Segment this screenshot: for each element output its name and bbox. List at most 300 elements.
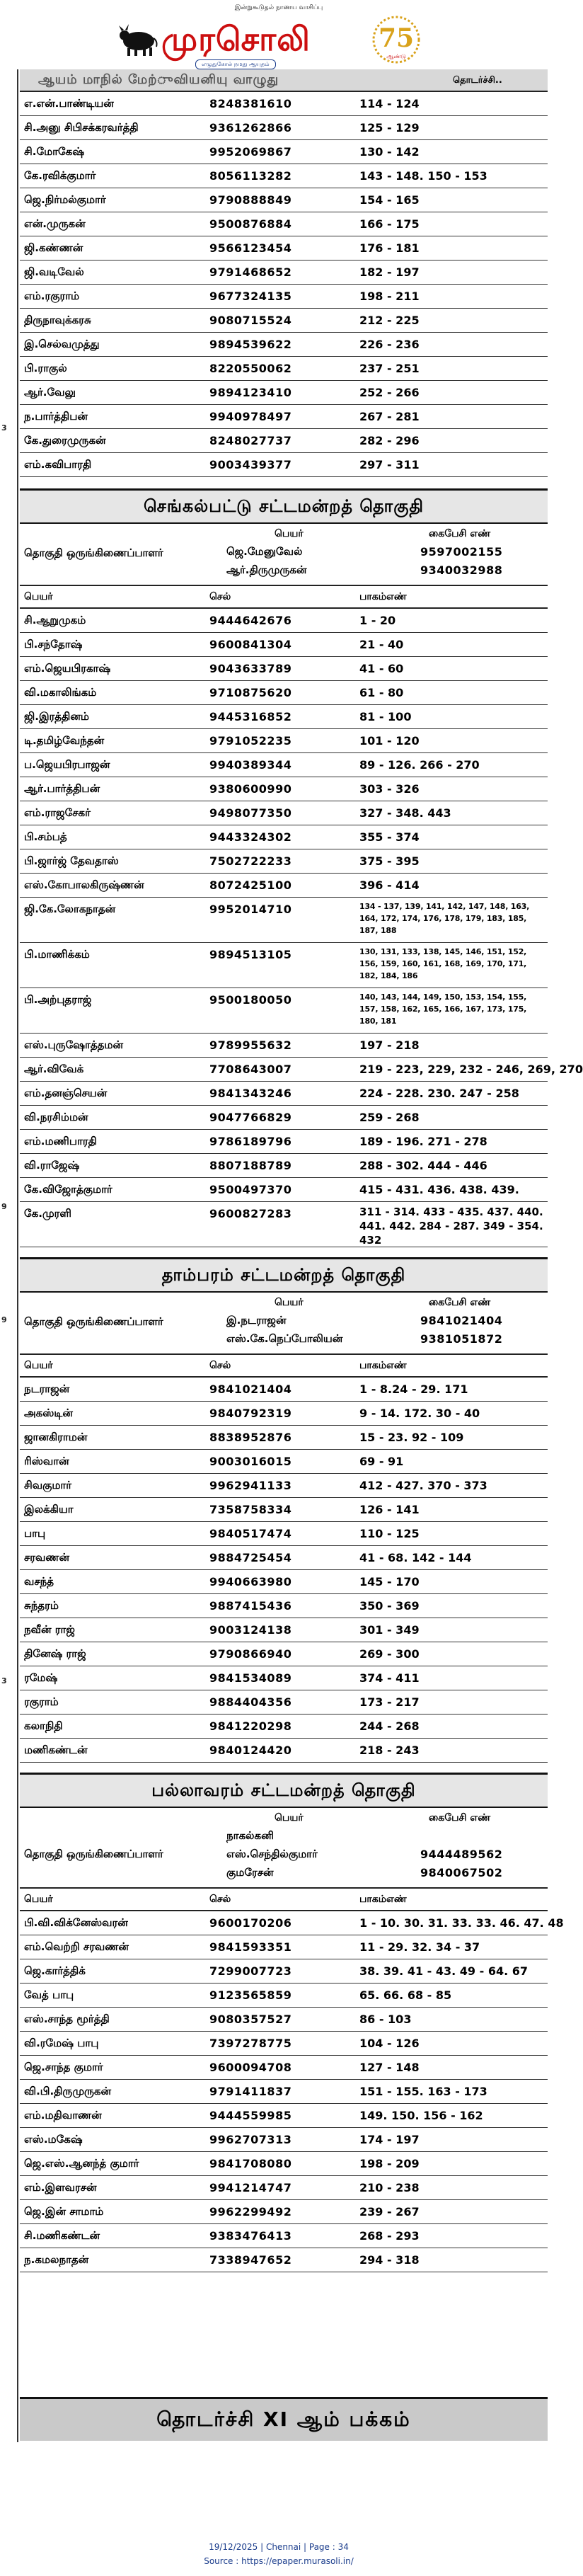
phone-number[interactable]: 9080715524 [209, 314, 292, 327]
table-row [20, 236, 548, 261]
phone-number[interactable]: 9380600990 [209, 782, 292, 796]
phone-number[interactable]: 9894123410 [209, 386, 292, 399]
table-row [20, 212, 548, 236]
phone-number[interactable]: 9003124138 [209, 1623, 292, 1637]
booth-range: 189 - 196. 271 - 278 [359, 1135, 487, 1148]
table-row [20, 2008, 548, 2032]
phone-number[interactable]: 9841021404 [209, 1383, 292, 1396]
phone-number[interactable]: 9003016015 [209, 1455, 292, 1468]
booth-range: 101 - 120 [359, 734, 420, 748]
volunteer-name: என்.முருகன் [24, 217, 86, 230]
phone-number[interactable]: 9791468652 [209, 265, 292, 279]
coordinator-name: இ.நடராஜன் [226, 1314, 287, 1327]
table-row [20, 2032, 548, 2056]
coordinator-phone[interactable]: 9340032988 [420, 563, 503, 577]
continued-banner[interactable] [20, 2397, 548, 2441]
phone-number[interactable]: 9841708080 [209, 2157, 292, 2170]
volunteer-name: எஸ்.மகேஷ் [24, 2133, 83, 2146]
table-row [20, 2152, 548, 2176]
volunteer-name: ப.ஜெயபிரபாஜன் [24, 758, 110, 771]
volunteer-name: பி.அற்புதராஜ் [24, 993, 92, 1006]
table-row [20, 2200, 548, 2224]
booth-range: 15 - 23. 92 - 109 [359, 1431, 464, 1444]
column-header-name: பெயர் [24, 591, 53, 602]
phone-number[interactable]: 9791052235 [209, 734, 292, 748]
phone-number[interactable]: 7502722233 [209, 854, 292, 868]
coordinator-name: ஜெ.மேனுவேல் [226, 545, 303, 558]
coordinator-phone[interactable]: 9597002155 [420, 545, 503, 559]
table-row [20, 1594, 548, 1618]
table-row [20, 429, 548, 453]
booth-range: 126 - 141 [359, 1503, 420, 1516]
table-header [20, 1889, 548, 1911]
column-header-name: பெயர் [24, 1360, 53, 1371]
volunteer-name: வி.ரமேஷ் பாபு [24, 2037, 99, 2049]
volunteer-name: ரிஸ்வான் [24, 1455, 69, 1467]
booth-range: 61 - 80 [359, 686, 404, 699]
volunteer-name: கே.துரைமுருகன் [24, 434, 106, 447]
booth-range: 140, 143, 144, 149, 150, 153, 154, 155, 157, 158, 162, 165, 166, 167, 173, 175, 180, 181 [359, 992, 527, 1026]
table-row [20, 140, 548, 164]
table-row [20, 943, 548, 988]
volunteer-name: எம்.ராஜசேகர் [24, 806, 91, 819]
phone-number[interactable]: 9123565859 [209, 1988, 292, 2002]
volunteer-name: எம்.தனஞ்செயன் [24, 1087, 108, 1099]
booth-range: 218 - 243 [359, 1744, 420, 1757]
table-row [20, 657, 548, 681]
coord-header-phone: கைபேசி எண் [429, 528, 491, 539]
table-row [20, 1154, 548, 1178]
volunteer-name: சரவணன் [24, 1551, 70, 1564]
column-header-phone: செல் [209, 1360, 231, 1371]
table-row [20, 453, 548, 477]
volunteer-name: ஜெ.இன் சாமாம் [24, 2205, 104, 2218]
coord-header-phone: கைபேசி எண் [429, 1297, 491, 1308]
volunteer-name: தினேஷ் ராஜ் [24, 1647, 86, 1660]
volunteer-name: சிவகுமார் [24, 1479, 72, 1492]
table-row [20, 2224, 548, 2248]
table-row [20, 1546, 548, 1570]
table-row [20, 825, 548, 849]
volunteer-name: எஸ்.புருஷோத்தமன் [24, 1038, 124, 1051]
phone-number[interactable]: 9361262866 [209, 121, 292, 134]
table-row [20, 874, 548, 898]
coord-header-name: பெயர் [275, 528, 304, 539]
table-row [20, 2176, 548, 2200]
volunteer-name: சி.மோகேஷ் [24, 145, 85, 158]
volunteer-name: கே.ரவிக்குமார் [24, 169, 96, 182]
phone-number[interactable]: 8248027737 [209, 434, 292, 447]
volunteer-name: எம்.ஜெயபிரகாஷ் [24, 662, 111, 675]
coordinator-name: எஸ்.செந்தில்குமார் [226, 1848, 318, 1860]
coordinator-label: தொகுதி ஒருங்கிணைப்பாளர் [24, 1848, 163, 1860]
volunteer-name: டி.தமிழ்வேந்தன் [24, 734, 105, 747]
phone-number[interactable]: 9841534089 [209, 1671, 292, 1685]
booth-range: 151 - 155. 163 - 173 [359, 2085, 487, 2098]
table-row [20, 188, 548, 212]
table-row [20, 1911, 564, 1935]
table-header [20, 1355, 548, 1378]
footer-source-link[interactable]: Source : https://epaper.murasoli.in/ [204, 2556, 354, 2566]
table-row [20, 2080, 548, 2104]
phone-number[interactable]: 9500180050 [209, 993, 292, 1007]
booth-range: 259 - 268 [359, 1111, 420, 1124]
table-row [20, 405, 548, 429]
coordinator-phone[interactable]: 9444489562 [420, 1848, 503, 1861]
phone-number[interactable]: 9841220298 [209, 1719, 292, 1733]
coordinator-phone[interactable]: 9381051872 [420, 1332, 503, 1346]
booth-range: 327 - 348. 443 [359, 806, 451, 820]
phone-number[interactable]: 9500497370 [209, 1183, 292, 1196]
booth-range: 81 - 100 [359, 710, 412, 723]
phone-number[interactable]: 8807188789 [209, 1159, 292, 1172]
column-header-name: பெயர் [24, 1894, 53, 1905]
volunteer-name: அகஸ்டின் [24, 1407, 73, 1419]
volunteer-name: மணிகண்டன் [24, 1744, 88, 1756]
booth-range: 11 - 29. 32. 34 - 37 [359, 1940, 480, 1954]
anniversary-75-emblem [368, 14, 425, 65]
phone-number[interactable]: 9962299492 [209, 2205, 292, 2219]
booth-range: 212 - 225 [359, 314, 420, 327]
table-header [20, 586, 548, 609]
table-row [20, 92, 548, 116]
column-header-phone: செல் [209, 1894, 231, 1905]
phone-number[interactable]: 9047766829 [209, 1111, 292, 1124]
phone-number[interactable]: 9940978497 [209, 410, 292, 423]
masthead-caption: இன்றுகூடுதல் நாணய வாசிப்பு [234, 4, 323, 11]
table-row [20, 681, 548, 705]
section-title: தாம்பரம் சட்டமன்றத் தொகுதி [161, 1265, 406, 1285]
column-header-booth: பாகம்எண் [359, 1894, 407, 1905]
edge-mark: 3 [1, 1676, 7, 1685]
booth-range: 127 - 148 [359, 2061, 420, 2074]
booth-range: 110 - 125 [359, 1527, 420, 1540]
volunteer-name: ஆர்.விவேக் [24, 1063, 84, 1075]
volunteer-name: சி.ஆறுமுகம் [24, 614, 86, 626]
article-clipping [0, 69, 583, 2442]
booth-range: 134 - 137, 139, 141, 142, 147, 148, 163, 164, 172, 174, 176, 178, 179, 183, 185, 187, 188 [359, 902, 530, 935]
volunteer-name: கலாநிதி [24, 1719, 63, 1732]
volunteer-name: இலக்கியா [24, 1503, 74, 1516]
table-row [20, 164, 548, 188]
coordinator-block [20, 524, 548, 586]
volunteer-name: ரகுராம் [24, 1695, 59, 1708]
volunteer-name: இ.செல்வமுத்து [24, 338, 100, 350]
booth-range: 41 - 60 [359, 662, 404, 675]
booth-range: 267 - 281 [359, 410, 420, 423]
booth-range: 197 - 218 [359, 1038, 420, 1052]
phone-number[interactable]: 8248381610 [209, 97, 292, 110]
table-row [20, 633, 548, 657]
volunteer-name: எம்.மதிவாணன் [24, 2109, 102, 2122]
booth-range: 268 - 293 [359, 2229, 420, 2243]
volunteer-name: ஜெ.சாந்த குமார் [24, 2061, 103, 2073]
cut-section-header [20, 69, 548, 92]
bull-emblem-icon [117, 17, 158, 58]
phone-number[interactable]: 9887415436 [209, 1599, 292, 1613]
table-row [20, 753, 548, 777]
table-row [20, 357, 548, 381]
phone-number[interactable]: 7299007723 [209, 1964, 292, 1978]
coordinator-phone[interactable]: 9840067502 [420, 1866, 503, 1879]
volunteer-name: சி.அனு சிபிசக்கரவர்த்தி [24, 121, 139, 134]
column-header-phone: செல் [209, 591, 231, 602]
table-row [20, 1959, 548, 1983]
edge-mark: 9 [1, 1202, 7, 1211]
phone-number[interactable]: 8072425100 [209, 878, 292, 892]
table-row [20, 285, 548, 309]
phone-number[interactable]: 9786189796 [209, 1135, 292, 1148]
booth-range: 244 - 268 [359, 1719, 420, 1733]
coordinator-name: குமரேசன் [226, 1866, 274, 1879]
phone-number[interactable]: 9445316852 [209, 710, 292, 723]
volunteer-name: வி.பி.திருமுருகன் [24, 2085, 112, 2097]
volunteer-name: நவீன் ராஜ் [24, 1623, 75, 1636]
phone-number[interactable]: 9940389344 [209, 758, 292, 772]
table-row [20, 609, 548, 633]
table-row [20, 1178, 548, 1202]
booth-range: 41 - 68. 142 - 144 [359, 1551, 472, 1564]
booth-range: 374 - 411 [359, 1671, 420, 1685]
volunteer-name: எம்.இளவரசன் [24, 2181, 97, 2194]
table-row [20, 1426, 548, 1450]
booth-range: 145 - 170 [359, 1575, 420, 1588]
phone-number[interactable]: 9080357527 [209, 2013, 292, 2026]
table-row [20, 988, 548, 1034]
phone-number[interactable]: 9841343246 [209, 1087, 292, 1100]
article-column [20, 69, 583, 2442]
volunteer-name: பி.வி.விக்னேஸ்வரன் [24, 1916, 128, 1929]
phone-number[interactable]: 7708643007 [209, 1063, 292, 1076]
volunteer-name: ஜானகிராமன் [24, 1431, 88, 1443]
table-row [20, 309, 548, 333]
section-title: பல்லாவரம் சட்டமன்றத் தொகுதி [151, 1780, 416, 1800]
booth-range: 89 - 126. 266 - 270 [359, 758, 480, 772]
volunteer-name: வசந்த் [24, 1575, 54, 1588]
booth-range: 9 - 14. 172. 30 - 40 [359, 1407, 480, 1420]
table-row [20, 849, 548, 874]
table-row [20, 1983, 548, 2008]
newspaper-logo[interactable] [117, 13, 443, 65]
phone-number[interactable]: 9443324302 [209, 830, 292, 844]
table-row [20, 2248, 548, 2272]
table-row [20, 381, 548, 405]
booth-range: 355 - 374 [359, 830, 420, 844]
table-row [20, 1690, 548, 1715]
booth-range: 69 - 91 [359, 1455, 404, 1468]
volunteer-name: எம்.ரகுராம் [24, 290, 80, 302]
volunteer-name: ந.கமலநாதன் [24, 2253, 89, 2266]
volunteer-name: எ.என்.பாண்டியன் [24, 97, 114, 110]
booth-range: 297 - 311 [359, 458, 420, 471]
booth-range: 176 - 181 [359, 241, 420, 255]
phone-number[interactable]: 9840124420 [209, 1744, 292, 1757]
phone-number[interactable]: 9840517474 [209, 1527, 292, 1540]
phone-number[interactable]: 9952069867 [209, 145, 292, 159]
phone-number[interactable]: 8056113282 [209, 169, 292, 183]
table-row [20, 705, 548, 729]
phone-number[interactable]: 9500876884 [209, 217, 292, 231]
volunteer-name: சுந்தரம் [24, 1599, 59, 1612]
table-row [20, 1034, 548, 1058]
volunteer-name: ஆர்.பார்த்திபன் [24, 782, 100, 795]
booth-range: 311 - 314. 433 - 435. 437. 440. 441. 442. 284 - 287. 349 - 354. 432 [359, 1206, 543, 1247]
volunteer-name: பி.சம்பத் [24, 830, 67, 843]
phone-number[interactable]: 9003439377 [209, 458, 292, 471]
volunteer-name: ஆர்.வேலு [24, 386, 76, 399]
phone-number[interactable]: 9444642676 [209, 614, 292, 627]
cut-section-title: ஆயம் மாநில் மேற்ுவியனியு வாழுது [38, 72, 279, 87]
table-row [20, 777, 548, 801]
phone-number[interactable]: 9043633789 [209, 662, 292, 675]
table-row [20, 333, 548, 357]
phone-number[interactable]: 9600827283 [209, 1207, 292, 1220]
booth-range: 38. 39. 41 - 43. 49 - 64. 67 [359, 1964, 529, 1978]
phone-number[interactable]: 9940663980 [209, 1575, 292, 1588]
phone-number[interactable]: 9710875620 [209, 686, 292, 699]
anniversary-word: ஆண்டு [386, 53, 406, 59]
phone-number[interactable]: 9677324135 [209, 290, 292, 303]
table-row [20, 1106, 548, 1130]
volunteer-name: எஸ்.சாந்த மூர்த்தி [24, 2013, 110, 2025]
volunteer-name: வேத் பாபு [24, 1988, 74, 2001]
phone-number[interactable]: 8220550062 [209, 362, 292, 375]
volunteer-name: வி.நரசிம்மன் [24, 1111, 88, 1123]
table-row [20, 729, 548, 753]
volunteer-name: ஜி.வடிவேல் [24, 265, 84, 278]
phone-number[interactable]: 7338947652 [209, 2253, 292, 2267]
booth-range: 21 - 40 [359, 638, 404, 651]
volunteer-name: கே.விஜோத்குமார் [24, 1183, 112, 1196]
volunteer-name: பி.ராகுல் [24, 362, 67, 374]
table-row [20, 1935, 548, 1959]
table-row [20, 2056, 548, 2080]
logo-tagline: எழுதுகோல் நமது ஆயுதம் [195, 59, 276, 69]
volunteer-name: எம்.வெற்றி சரவணன் [24, 1940, 129, 1953]
page-footer [0, 2540, 558, 2568]
phone-number[interactable]: 9840792319 [209, 1407, 292, 1420]
masthead [0, 0, 558, 68]
booth-range: 239 - 267 [359, 2205, 420, 2219]
booth-range: 143 - 148. 150 - 153 [359, 169, 487, 183]
booth-range: 130 - 142 [359, 145, 420, 159]
phone-number[interactable]: 9894539622 [209, 338, 292, 351]
booth-range: 149. 150. 156 - 162 [359, 2109, 483, 2122]
table-row [20, 1715, 548, 1739]
booth-range: 294 - 318 [359, 2253, 420, 2267]
table-row [20, 1666, 548, 1690]
volunteer-name: ஜெ.எஸ்.ஆனந்த் குமார் [24, 2157, 139, 2170]
booth-range: 396 - 414 [359, 878, 420, 892]
phone-number[interactable]: 7397278775 [209, 2037, 292, 2050]
volunteer-name: எஸ்.கோபாலகிருஷ்ணன் [24, 878, 144, 891]
booth-range: 1 - 20 [359, 614, 396, 627]
phone-number[interactable]: 7358758334 [209, 1503, 292, 1516]
volunteer-name: ந.பார்த்திபன் [24, 410, 88, 423]
booth-range: 166 - 175 [359, 217, 420, 231]
booth-range: 198 - 209 [359, 2157, 420, 2170]
booth-range: 224 - 228. 230. 247 - 258 [359, 1087, 519, 1100]
volunteer-name: ஜெ.கார்த்திக் [24, 1964, 86, 1977]
booth-range: 269 - 300 [359, 1647, 420, 1661]
table-row [20, 1522, 548, 1546]
phone-number[interactable]: 9600094708 [209, 2061, 292, 2074]
phone-number[interactable]: 9789955632 [209, 1038, 292, 1052]
phone-number[interactable]: 9600841304 [209, 638, 292, 651]
coordinator-phone[interactable]: 9841021404 [420, 1314, 503, 1327]
volunteer-name: வி.மகாலிங்கம் [24, 686, 97, 699]
coordinator-name: நாகல்கனி [226, 1829, 275, 1842]
phone-number[interactable]: 9791411837 [209, 2085, 292, 2098]
table-row [20, 801, 548, 825]
phone-number[interactable]: 9962707313 [209, 2133, 292, 2146]
continued-text: தொடர்ச்சி XI ஆம் பக்கம் [156, 2408, 411, 2431]
logo-wordmark: முரசொலி [161, 20, 311, 58]
volunteer-name: பி.மாணிக்கம் [24, 948, 90, 961]
coord-header-name: பெயர் [275, 1812, 304, 1824]
section-title-bar [20, 488, 548, 524]
volunteer-name: ஜெ.நிர்மல்குமார் [24, 193, 106, 206]
phone-number[interactable]: 9498077350 [209, 806, 292, 820]
phone-number[interactable]: 9566123454 [209, 241, 292, 255]
table-row [20, 1058, 583, 1082]
phone-number[interactable]: 9383476413 [209, 2229, 292, 2243]
coord-header-phone: கைபேசி எண் [429, 1812, 491, 1824]
booth-range: 1 - 10. 30. 31. 33. 33. 46. 47. 48 [359, 1916, 564, 1930]
anniversary-number: 75 [378, 23, 415, 53]
booth-range: 182 - 197 [359, 265, 420, 279]
column-rule [17, 69, 18, 2442]
volunteer-name: ஜி.கே.லோகநாதன் [24, 903, 116, 915]
edge-mark: 9 [1, 1315, 7, 1324]
phone-number[interactable]: 9894513105 [209, 948, 292, 961]
footer-date-line: 19/12/2025 | Chennai | Page : 34 [209, 2542, 349, 2552]
booth-range: 226 - 236 [359, 338, 420, 351]
table-row [20, 1082, 548, 1106]
table-row [20, 1739, 548, 1763]
booth-range: 415 - 431. 436. 438. 439. [359, 1183, 519, 1196]
phone-number[interactable]: 9952014710 [209, 903, 292, 916]
phone-number[interactable]: 9444559985 [209, 2109, 292, 2122]
booth-range: 219 - 223, 229, 232 - 246, 269, 270 [359, 1063, 583, 1076]
phone-number[interactable]: 8838952876 [209, 1431, 292, 1444]
booth-range: 1 - 8.24 - 29. 171 [359, 1383, 468, 1396]
coordinator-label: தொகுதி ஒருங்கிணைப்பாளர் [24, 546, 163, 559]
table-row [20, 1570, 548, 1594]
column-header-booth: பாகம்எண் [359, 591, 407, 602]
table-row [20, 1618, 548, 1642]
volunteer-name: ரமேஷ் [24, 1671, 58, 1684]
phone-number[interactable]: 9884725454 [209, 1551, 292, 1564]
volunteer-name: ஜி.இரத்தினம் [24, 710, 89, 723]
table-row [20, 1402, 548, 1426]
volunteer-name: கே.முரளி [24, 1207, 71, 1220]
booth-range: 303 - 326 [359, 782, 420, 796]
booth-range: 282 - 296 [359, 434, 420, 447]
phone-number[interactable]: 9790888849 [209, 193, 292, 207]
table-row [20, 2128, 548, 2152]
section-title-bar [20, 1257, 548, 1293]
phone-number[interactable]: 9600170206 [209, 1916, 292, 1930]
phone-number[interactable]: 9941214747 [209, 2181, 292, 2194]
coordinator-name: எஸ்.கே.நெப்போலியன் [226, 1332, 343, 1345]
phone-number[interactable]: 9962941133 [209, 1479, 292, 1492]
coordinator-block [20, 1808, 548, 1889]
phone-number[interactable]: 9790866940 [209, 1647, 292, 1661]
phone-number[interactable]: 9841593351 [209, 1940, 292, 1954]
phone-number[interactable]: 9884404356 [209, 1695, 292, 1709]
table-row [20, 1450, 548, 1474]
